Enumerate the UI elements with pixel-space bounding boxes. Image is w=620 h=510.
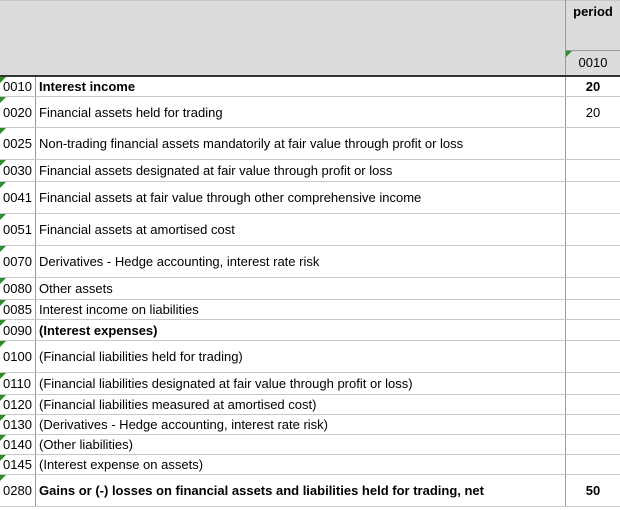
table-row — [0, 246, 620, 278]
table-row — [0, 320, 620, 341]
comment-indicator-icon — [0, 182, 6, 188]
table-row — [0, 97, 620, 128]
comment-indicator-icon — [0, 300, 6, 306]
row-value-cell[interactable] — [565, 160, 620, 181]
row-code: 0010 — [3, 79, 32, 94]
row-value-cell[interactable] — [565, 246, 620, 277]
row-label[interactable]: (Financial liabilities designated at fair value through profit or loss) — [39, 376, 413, 391]
row-code: 0120 — [3, 397, 32, 412]
row-code: 0025 — [3, 136, 32, 151]
row-code: 0051 — [3, 222, 32, 237]
row-code-cell[interactable] — [0, 415, 36, 434]
table-row — [0, 300, 620, 320]
row-label[interactable]: Gains or (-) losses on financial assets and liabilities held for trading, net — [39, 483, 484, 498]
row-value-cell[interactable] — [565, 128, 620, 159]
table-row — [0, 214, 620, 246]
table-row — [0, 475, 620, 507]
comment-indicator-icon — [0, 214, 6, 220]
comment-indicator-icon — [0, 77, 6, 83]
row-code-cell[interactable] — [0, 278, 36, 299]
comment-indicator-icon — [0, 246, 6, 252]
row-code: 0130 — [3, 417, 32, 432]
row-code: 0100 — [3, 349, 32, 364]
row-label[interactable]: (Derivatives - Hedge accounting, interest rate risk) — [39, 417, 329, 432]
row-value-cell[interactable] — [565, 182, 620, 213]
row-code-cell[interactable] — [0, 455, 36, 474]
comment-indicator-icon — [0, 435, 6, 441]
table-row — [0, 373, 620, 395]
row-code: 0110 — [3, 376, 31, 391]
comment-indicator-icon — [566, 51, 572, 57]
row-label[interactable]: Financial assets held for trading — [39, 104, 223, 120]
column-code: 0010 — [578, 55, 608, 70]
row-code-cell[interactable] — [0, 246, 36, 277]
table-row — [0, 341, 620, 373]
row-label[interactable]: (Financial liabilities held for trading) — [39, 349, 243, 364]
row-value-cell[interactable] — [565, 278, 620, 299]
row-label[interactable]: Financial assets at amortised cost — [39, 222, 235, 237]
table-row — [0, 77, 620, 97]
row-label[interactable]: Non-trading financial assets mandatorily at fair value through profit or loss — [39, 136, 464, 151]
row-code: 0085 — [3, 302, 32, 317]
table-body — [0, 77, 620, 507]
row-code-cell[interactable] — [0, 97, 36, 127]
row-value-cell[interactable] — [565, 455, 620, 474]
comment-indicator-icon — [0, 128, 6, 134]
row-value-cell[interactable] — [565, 373, 620, 394]
row-code: 0070 — [3, 254, 32, 269]
row-code: 0090 — [3, 322, 32, 338]
row-label[interactable]: (Interest expense on assets) — [39, 457, 204, 472]
row-label[interactable]: (Other liabilities) — [39, 437, 133, 452]
row-value-cell[interactable] — [565, 300, 620, 319]
table-row — [0, 182, 620, 214]
comment-indicator-icon — [0, 278, 6, 284]
row-code-cell[interactable] — [0, 160, 36, 181]
comment-indicator-icon — [0, 320, 6, 326]
row-label[interactable]: Financial assets designated at fair value through profit or loss — [39, 163, 393, 178]
table-row — [0, 278, 620, 300]
table-row — [0, 435, 620, 455]
header-area — [0, 0, 620, 76]
row-code: 0041 — [3, 190, 32, 205]
row-value-cell[interactable] — [565, 320, 620, 340]
row-code: 0080 — [3, 281, 32, 296]
comment-indicator-icon — [0, 373, 6, 379]
row-code: 0145 — [3, 457, 32, 472]
comment-indicator-icon — [0, 415, 6, 421]
comment-indicator-icon — [0, 455, 6, 461]
comment-indicator-icon — [0, 97, 6, 103]
row-value-cell[interactable] — [565, 395, 620, 414]
row-code: 0140 — [3, 437, 32, 452]
row-code-cell[interactable] — [0, 475, 36, 506]
comment-indicator-icon — [0, 160, 6, 166]
row-label[interactable]: Derivatives - Hedge accounting, interest rate risk — [39, 254, 320, 269]
row-code: 0030 — [3, 163, 32, 178]
row-label[interactable]: Other assets — [39, 281, 113, 296]
row-value-cell[interactable]: 20 — [565, 77, 620, 96]
row-code-cell[interactable] — [0, 373, 36, 394]
row-code-cell[interactable] — [0, 128, 36, 159]
table-row — [0, 415, 620, 435]
table-row — [0, 395, 620, 415]
table-row — [0, 128, 620, 160]
row-value-cell[interactable] — [565, 341, 620, 372]
column-title-period: period — [565, 0, 620, 50]
row-code-cell[interactable] — [0, 341, 36, 372]
row-value-cell[interactable] — [565, 435, 620, 454]
top-border — [0, 0, 620, 1]
row-code-cell[interactable] — [0, 395, 36, 414]
table-row — [0, 160, 620, 182]
row-code: 0280 — [3, 483, 32, 498]
row-value-cell[interactable] — [565, 415, 620, 434]
row-code-cell[interactable] — [0, 300, 36, 319]
row-code-cell[interactable] — [0, 435, 36, 454]
column-code-cell[interactable] — [565, 50, 620, 76]
comment-indicator-icon — [0, 395, 6, 401]
table-row — [0, 455, 620, 475]
row-label[interactable]: Interest income — [39, 79, 136, 94]
row-value-cell[interactable]: 20 — [565, 97, 620, 127]
row-value-cell[interactable] — [565, 214, 620, 245]
row-code-cell[interactable] — [0, 182, 36, 213]
row-label[interactable]: Financial assets at fair value through other comprehensive income — [39, 190, 422, 205]
row-code-cell[interactable] — [0, 77, 36, 96]
row-label[interactable]: (Financial liabilities measured at amortised cost) — [39, 397, 317, 412]
comment-indicator-icon — [0, 341, 6, 347]
row-label[interactable]: (Interest expenses) — [39, 322, 158, 338]
row-code-cell[interactable] — [0, 214, 36, 245]
comment-indicator-icon — [0, 475, 6, 481]
row-value-cell[interactable]: 50 — [565, 475, 620, 506]
row-code-cell[interactable] — [0, 320, 36, 340]
row-code: 0020 — [3, 104, 32, 120]
row-label[interactable]: Interest income on liabilities — [39, 302, 199, 317]
